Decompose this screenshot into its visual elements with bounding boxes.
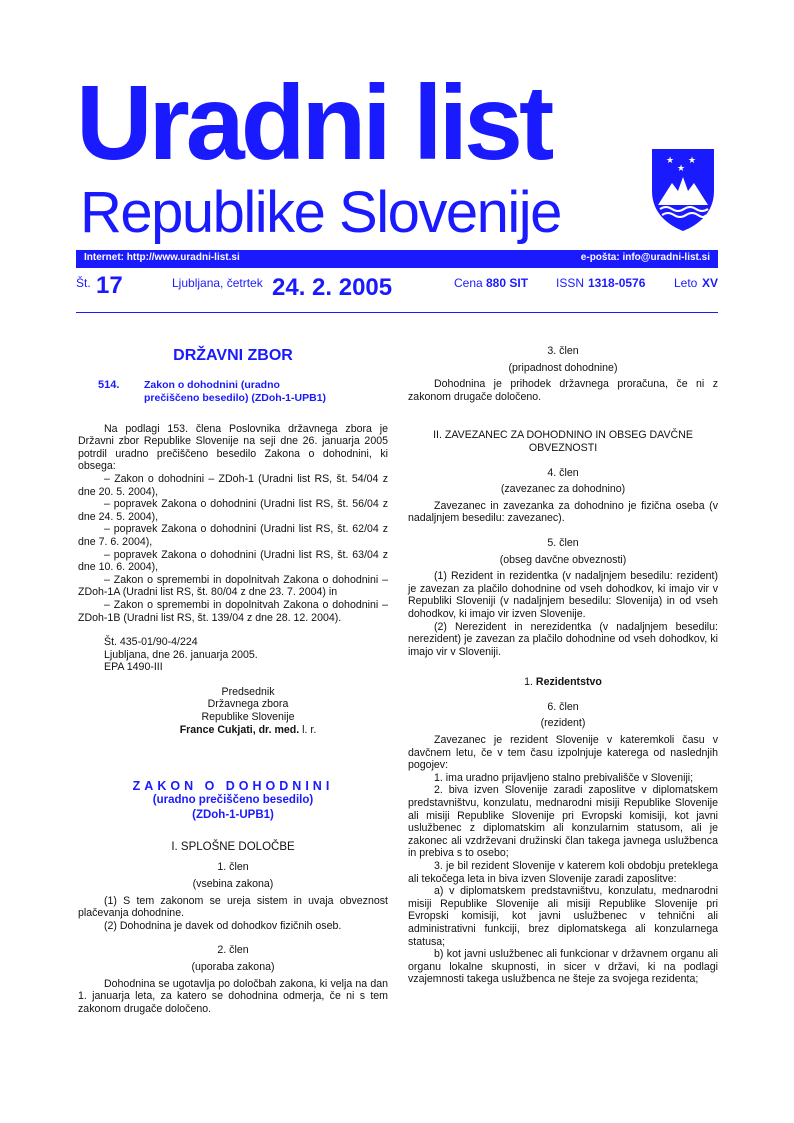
act-number: 514. xyxy=(98,378,120,391)
issn-value: 1318-0576 xyxy=(588,276,646,290)
issue-number: 17 xyxy=(96,272,123,299)
article-paragraph: (1) S tem zakonom se ureja sistem in uvaja obveznost plačevanja dohodnine. xyxy=(78,894,388,920)
intro-paragraph: Na podlagi 153. člena Poslovnika državnega zbora je Državni zbor Republike Slovenije na seji dne 26. januarja 2005 potrdil uradno prečiščeno besedilo Zakona o dohodnini, ki obsega: xyxy=(78,422,388,473)
article-title: (uporaba zakona) xyxy=(191,961,275,973)
reference-epa: EPA 1490-III xyxy=(104,661,163,674)
issue-place-day: Ljubljana, četrtek xyxy=(172,276,263,290)
price-value: 880 SIT xyxy=(486,276,529,290)
list-item: 2. biva izven Slovenije zaradi zaposlitve v diplomatskem predstavništvu, konzulatu, mednarodni misiji Republike Slovenije ali misiji Republike Slovenije pri Evropski komisiji, kot javni uslužbenec z diplomatskim ali konzularnim statusom, ali je zakonec ali vzdrževani družinski član takega javnega uslužbenca in prebiva s to osebo; xyxy=(408,784,718,860)
chapter-heading: I. SPLOŠNE DOLOČBE xyxy=(171,840,295,853)
header-rule xyxy=(76,312,718,313)
reference-number: Št. 435-01/90-4/224 xyxy=(104,636,198,649)
law-abbreviation: (ZDoh-1-UPB1) xyxy=(192,808,274,821)
article-title: (obseg davčne obveznosti) xyxy=(499,553,627,566)
price-label: Cena xyxy=(454,276,483,290)
list-subitem: b) kot javni uslužbenec ali funkcionar v državnem organu ali organu lokalne skupnosti, in sicer v državi, ki na podlagi vzajemnosti takega uslužbenca ne šteje za svojega rezidenta; xyxy=(408,948,718,986)
signer-lr: l. r. xyxy=(302,723,317,736)
article-heading: 6. člen xyxy=(547,700,579,713)
list-item: – Zakon o dohodnini – ZDoh-1 (Uradni list RS, št. 54/04 z dne 20. 5. 2004), xyxy=(78,472,388,498)
list-item: – Zakon o spremembi in dopolnitvah Zakona o dohodnini – ZDoh-1B (Uradni list RS, št. 139/04 z dne 28. 12. 2004). xyxy=(78,598,388,624)
reference-place-date: Ljubljana, dne 26. januarja 2005. xyxy=(104,648,258,661)
article-paragraph: (2) Dohodnina je davek od dohodkov fizičnih oseb. xyxy=(104,919,342,932)
svg-text:★: ★ xyxy=(666,156,675,166)
act-heading xyxy=(78,379,388,405)
signer-country: Republike Slovenije xyxy=(201,711,295,724)
article-title: (pripadnost dohodnine) xyxy=(508,361,618,374)
article-title: (rezident) xyxy=(540,717,586,730)
issue-date: 24. 2. 2005 xyxy=(272,274,393,301)
list-item: 3. je bil rezident Slovenije v katerem koli obdobju preteklega ali tekočega leta in biva izven Slovenije zaradi zaposlitve: xyxy=(408,860,718,885)
act-title: Zakon o dohodnini (uradno prečiščeno besedilo) (ZDoh-1-UPB1) xyxy=(144,378,327,404)
svg-text:★: ★ xyxy=(677,164,686,174)
issn-label: ISSN xyxy=(556,276,585,290)
signature-block xyxy=(78,686,388,736)
section-heading: DRŽAVNI ZBOR xyxy=(173,347,293,364)
masthead-title: Uradni list xyxy=(76,64,551,182)
article-paragraph: (1) Rezident in rezidentka (v nadaljnjem besedilu: rezident) je zavezan za plačilo dohodnine od vseh dohodkov, ki imajo vir v Republiki Sloveniji (v nadaljnjem besedilu: Slovenija) in od vseh dohodkov, ki imajo vir izven Slovenije. xyxy=(408,570,718,620)
signer-body: Državnega zbora xyxy=(207,698,289,711)
subsection-heading xyxy=(408,676,718,689)
masthead-subtitle: Republike Slovenije xyxy=(80,180,561,245)
article-paragraph: Zavezanec in zavezanka za dohodnino je fizična oseba (v nadaljnjem besedilu: zavezanec). xyxy=(408,499,718,525)
law-title: ZAKON O DOHODNINI xyxy=(132,779,334,794)
signer-name: France Cukjati, dr. med. xyxy=(179,723,300,736)
article-heading: 1. člen xyxy=(217,861,249,874)
list-subitem: a) v diplomatskem predstavništvu, konzulatu, mednarodni misiji Republike Slovenije ali misiji Republike Slovenije pri Evropski komisiji, kot javni uslužbenec v tehnični ali administrativni funkciji, brez diplomatskega ali konzularnega statusa; xyxy=(408,885,718,948)
left-column xyxy=(78,345,388,1015)
article-heading: 2. člen xyxy=(217,944,249,957)
list-item: – popravek Zakona o dohodnini (Uradni list RS, št. 62/04 z dne 7. 6. 2004), xyxy=(78,523,388,548)
subsection-title: Rezidentstvo xyxy=(535,676,602,689)
subsection-number: 1. xyxy=(524,676,533,689)
email-link[interactable]: e-pošta: info@uradni-list.si xyxy=(580,252,710,263)
issue-number-label: Št. xyxy=(76,276,91,290)
article-paragraph: Dohodnina je prihodek državnega proračuna, če ni z zakonom drugače določeno. xyxy=(408,378,718,403)
svg-text:★: ★ xyxy=(688,156,697,166)
law-subtitle: (uradno prečiščeno besedilo) xyxy=(152,793,314,806)
article-paragraph: Dohodnina se ugotavlja po določbah zakona, ki velja na dan 1. januarja leta, za katero se dohodnina odmerja, če ni s tem zakonom drugače določeno. xyxy=(78,977,388,1015)
signer-role: Predsednik xyxy=(221,685,275,698)
list-item: 1. ima uradno prijavljeno stalno prebivališče v Sloveniji; xyxy=(434,771,694,784)
article-heading: 5. člen xyxy=(547,536,579,549)
contact-bar xyxy=(76,250,718,268)
article-paragraph: (2) Nerezident in nerezidentka (v nadaljnjem besedilu: nerezident) je zavezan za plačilo dohodnine od vseh dohodkov, ki imajo vir v Sloveniji. xyxy=(408,620,718,658)
article-paragraph: Zavezanec je rezident Slovenije v kateremkoli času v davčnem letu, če v tem času izpolnjuje katerega od naslednjih pogojev: xyxy=(408,734,718,772)
chapter-heading: II. ZAVEZANEC ZA DOHODNINO IN OBSEG DAVČNE OBVEZNOSTI xyxy=(433,429,693,454)
internet-link[interactable]: Internet: http://www.uradni-list.si xyxy=(84,252,240,263)
list-item: – popravek Zakona o dohodnini (Uradni list RS, št. 63/04 z dne 10. 6. 2004), xyxy=(78,548,388,574)
issue-line xyxy=(76,272,718,308)
article-heading: 3. člen xyxy=(547,345,579,357)
year-value: XV xyxy=(702,276,719,290)
right-column xyxy=(408,345,718,986)
coat-of-arms-icon xyxy=(648,143,718,233)
year-label: Leto xyxy=(674,276,698,290)
list-item: – Zakon o spremembi in dopolnitvah Zakona o dohodnini – ZDoh-1A (Uradni list RS, št. 80/04 z dne 23. 7. 2004) in xyxy=(78,573,388,599)
article-title: (zavezanec za dohodnino) xyxy=(500,483,626,496)
article-heading: 4. člen xyxy=(547,466,579,479)
list-item: – popravek Zakona o dohodnini (Uradni list RS, št. 56/04 z dne 24. 5. 2004), xyxy=(78,498,388,523)
article-title: (vsebina zakona) xyxy=(192,878,274,891)
